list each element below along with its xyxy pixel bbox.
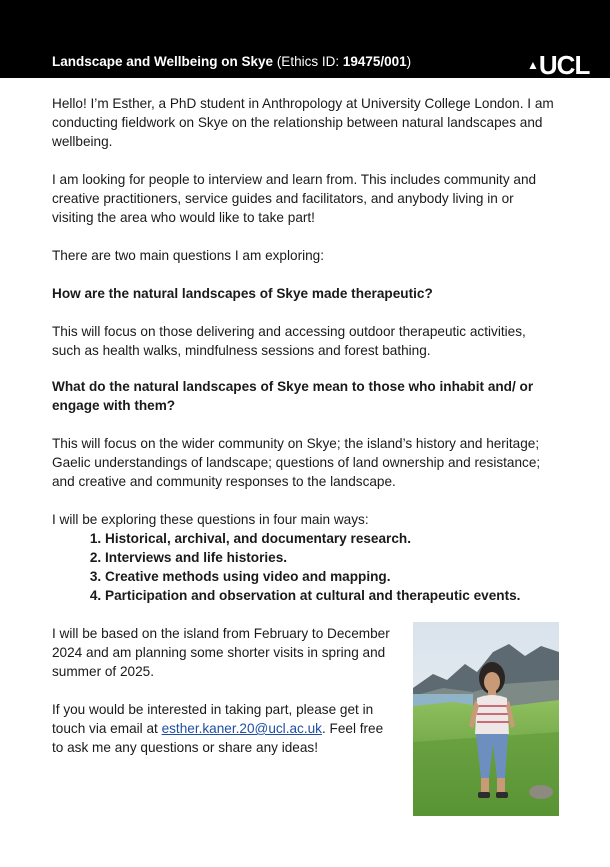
methods-list-item: 4. Participation and observation at cultural and therapeutic events. xyxy=(105,586,557,605)
email-link[interactable]: esther.kaner.20@ucl.ac.uk xyxy=(161,721,322,736)
page-title xyxy=(52,54,411,70)
question-1-heading: How are the natural landscapes of Skye made therapeutic? xyxy=(52,286,433,301)
methods-list-item: 3. Creative methods using video and mapping. xyxy=(105,567,557,586)
fieldwork-dates: I will be based on the island from February to December 2024 and am planning some shorter visits in spring and summer of 2025. xyxy=(52,626,390,679)
header-banner xyxy=(0,0,610,78)
researcher-photo xyxy=(413,622,559,816)
ethics-label: (Ethics ID: xyxy=(273,54,343,69)
intro-paragraph: Hello! I’m Esther, a PhD student in Anthropology at University College London. I am conducting fieldwork on Skye on the relationship between natural landscapes and wellbeing. xyxy=(52,96,554,149)
ethics-id: 19475/001 xyxy=(342,54,407,69)
contact-text-end: . Feel free to ask me any questions or share any ideas! xyxy=(52,721,384,755)
methods-list-item: 2. Interviews and life histories. xyxy=(105,548,557,567)
project-title: Landscape and Wellbeing on Skye xyxy=(52,54,274,69)
methods-intro: I will be exploring these questions in four main ways: xyxy=(52,512,369,527)
ethics-close: ) xyxy=(406,54,412,69)
contact-text: If you would be interested in taking part, please get in touch via email at xyxy=(52,702,374,736)
contact-paragraph xyxy=(52,700,397,757)
ucl-logo xyxy=(527,52,589,78)
photo-illustration xyxy=(413,622,559,816)
ucl-logo-text: UCL xyxy=(538,50,590,80)
methods-list xyxy=(52,529,557,605)
methods-list-item: 1. Historical, archival, and documentary research. xyxy=(105,529,557,548)
ucl-crest-icon: ▲ xyxy=(527,58,538,72)
questions-intro: There are two main questions I am exploring: xyxy=(52,248,325,263)
question-2-heading: What do the natural landscapes of Skye mean to those who inhabit and/ or engage with them? xyxy=(52,379,534,413)
recruitment-paragraph: I am looking for people to interview and learn from. This includes community and creative practitioners, service guides and facilitators, and anybody living in or visiting the area who would like to take part! xyxy=(52,172,537,225)
question-2-body: This will focus on the wider community on Skye; the island’s history and heritage; Gaelic understandings of landscape; questions of land ownership and resistance; and creative and community responses to the landscape. xyxy=(52,436,541,489)
question-1-body: This will focus on those delivering and accessing outdoor therapeutic activities, such as health walks, mindfulness sessions and forest bathing. xyxy=(52,324,526,358)
